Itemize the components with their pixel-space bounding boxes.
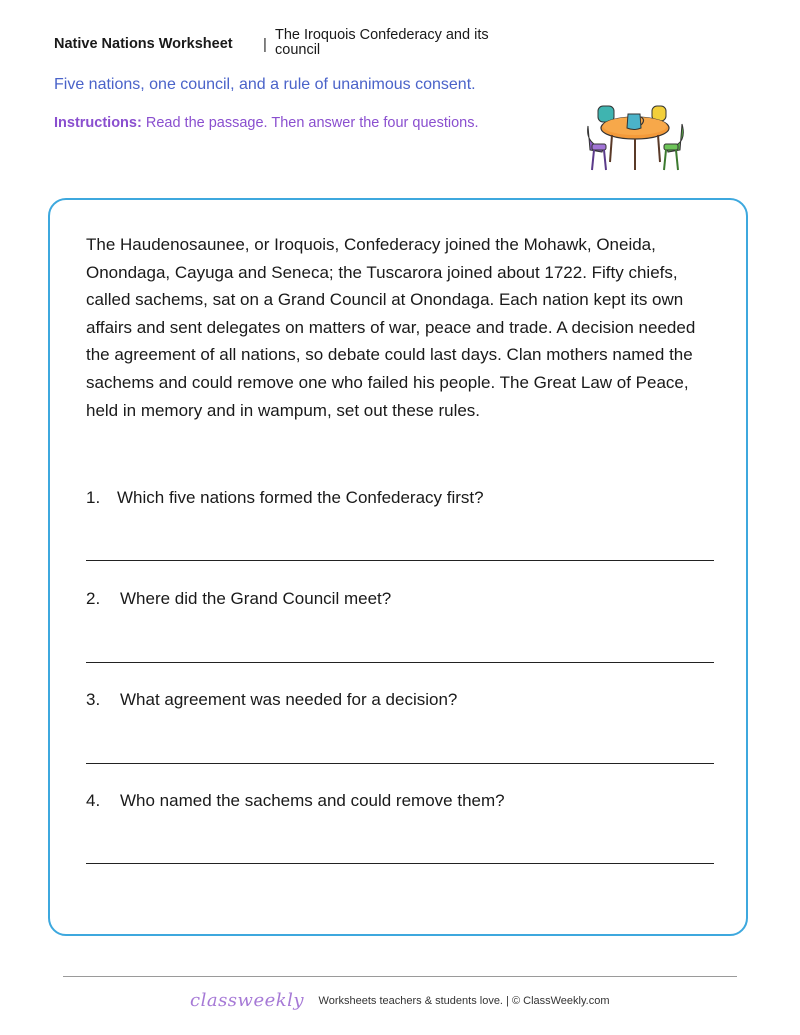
worksheet-header (54, 28, 574, 64)
question-text: What agreement was needed for a decision? (120, 690, 458, 709)
instructions-label: Instructions: (54, 115, 142, 131)
answer-line-1[interactable] (86, 560, 714, 561)
question-4 (86, 791, 718, 811)
classweekly-logo: classweekly (190, 990, 305, 1011)
answer-line-3[interactable] (86, 763, 714, 764)
question-3 (86, 690, 718, 710)
footer (190, 990, 610, 1014)
question-number: 1. (86, 488, 101, 507)
table-with-chairs-and-pitcher-icon (582, 104, 688, 174)
instructions (54, 115, 479, 131)
question-text: Who named the sachems and could remove them? (120, 791, 505, 810)
answer-line-2[interactable] (86, 662, 714, 663)
header-separator: | (263, 36, 267, 53)
footer-divider (63, 976, 737, 977)
answer-line-4[interactable] (86, 863, 714, 864)
question-1 (86, 488, 718, 508)
question-2 (86, 589, 718, 609)
question-number: 2. (86, 589, 101, 608)
reading-passage: The Haudenosaunee, or Iroquois, Confederacy joined the Mohawk, Oneida, Onondaga, Cayuga and Seneca; the Tuscarora joined about 1722. Fifty chiefs, called sachems, sat on a Grand Council at Onondaga. Each nation kept its own affairs and sent delegates on matters of war, peace and trade. A decision needed the agreement of all nations, so debate could last days. Clan mothers named the sachems and could remove one who failed his people. The Great Law of Peace, held in memory and in wampum, set out these rules. (86, 235, 696, 420)
worksheet-topic: The Iroquois Confederacy and its council (275, 27, 489, 58)
question-number: 3. (86, 690, 101, 709)
footer-tagline: Worksheets teachers & students love. | © ClassWeekly.com (318, 994, 610, 1007)
question-number: 4. (86, 791, 101, 810)
instructions-text: Read the passage. Then answer the four questions. (145, 115, 479, 131)
question-text: Which five nations formed the Confederacy first? (117, 488, 484, 507)
worksheet-subtitle: Five nations, one council, and a rule of unanimous consent. (54, 76, 476, 93)
worksheet-series-title: Native Nations Worksheet (54, 36, 233, 52)
question-text: Where did the Grand Council meet? (120, 589, 392, 608)
